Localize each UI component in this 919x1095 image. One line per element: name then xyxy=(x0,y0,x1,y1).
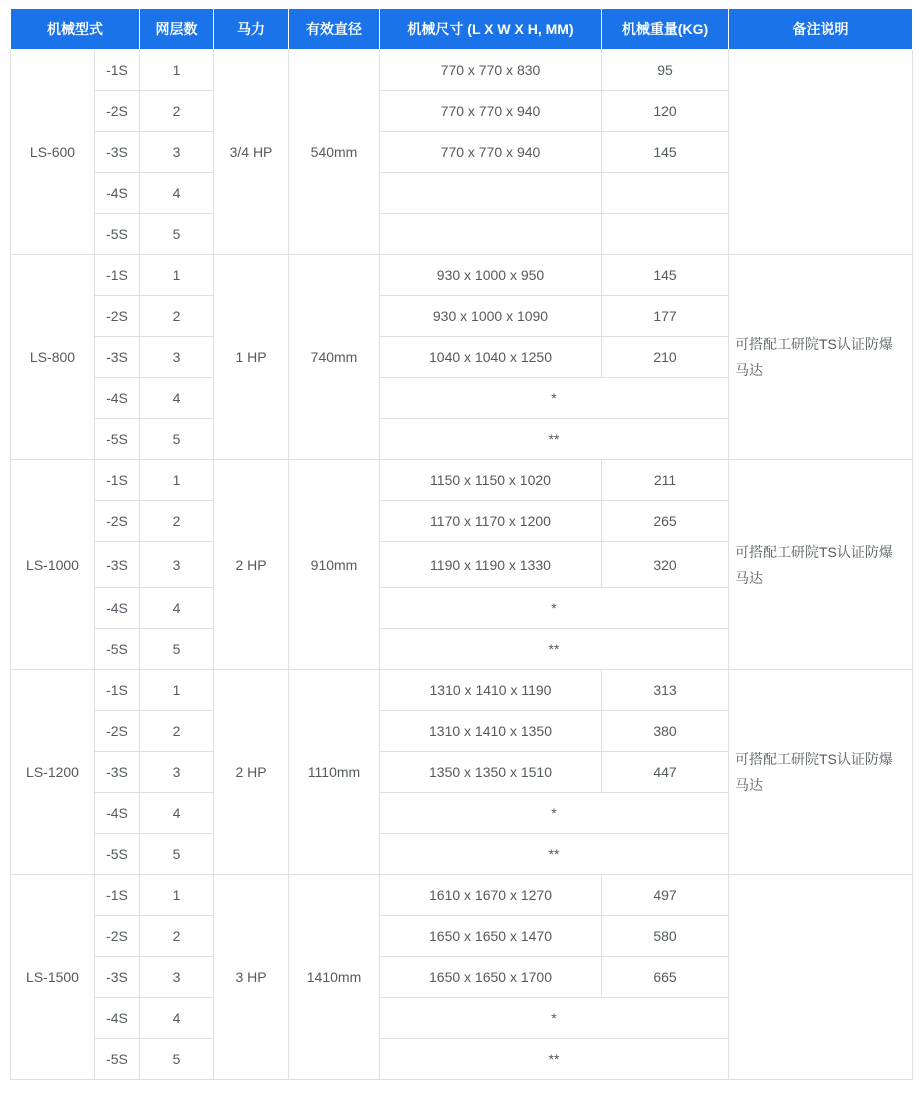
dimensions: 1150 x 1150 x 1020 xyxy=(380,460,602,501)
note xyxy=(729,50,913,255)
merged-spec-cell: ** xyxy=(380,1039,729,1080)
dimensions: 930 x 1000 x 1090 xyxy=(380,296,602,337)
note xyxy=(729,875,913,1080)
table-row xyxy=(11,875,913,916)
model-suffix: -1S xyxy=(95,460,140,501)
model-suffix: -3S xyxy=(95,132,140,173)
model-suffix: -5S xyxy=(95,629,140,670)
weight: 580 xyxy=(602,916,729,957)
layer-count: 1 xyxy=(140,460,214,501)
horsepower: 3/4 HP xyxy=(214,50,289,255)
model-suffix: -1S xyxy=(95,255,140,296)
model-suffix: -4S xyxy=(95,588,140,629)
layer-count: 5 xyxy=(140,214,214,255)
merged-spec-cell: * xyxy=(380,588,729,629)
effective-diameter: 740mm xyxy=(289,255,380,460)
dimensions: 1650 x 1650 x 1700 xyxy=(380,957,602,998)
layer-count: 4 xyxy=(140,173,214,214)
dimensions xyxy=(380,214,602,255)
model-suffix: -3S xyxy=(95,542,140,588)
layer-count: 2 xyxy=(140,91,214,132)
layer-count: 2 xyxy=(140,296,214,337)
layer-count: 3 xyxy=(140,132,214,173)
weight: 380 xyxy=(602,711,729,752)
horsepower: 2 HP xyxy=(214,670,289,875)
note: 可搭配工研院TS认证防爆马达 xyxy=(729,670,913,875)
header-horsepower: 马力 xyxy=(214,9,289,50)
horsepower: 2 HP xyxy=(214,460,289,670)
weight: 95 xyxy=(602,50,729,91)
header-layers: 网层数 xyxy=(140,9,214,50)
note: 可搭配工研院TS认证防爆马达 xyxy=(729,460,913,670)
layer-count: 1 xyxy=(140,670,214,711)
dimensions: 1190 x 1190 x 1330 xyxy=(380,542,602,588)
merged-spec-cell: * xyxy=(380,998,729,1039)
weight: 211 xyxy=(602,460,729,501)
header-row xyxy=(11,9,913,50)
model-suffix: -2S xyxy=(95,91,140,132)
model-suffix: -3S xyxy=(95,752,140,793)
dimensions: 770 x 770 x 830 xyxy=(380,50,602,91)
spec-table-container xyxy=(10,8,912,1080)
layer-count: 3 xyxy=(140,337,214,378)
dimensions: 1040 x 1040 x 1250 xyxy=(380,337,602,378)
header-diameter: 有效直径 xyxy=(289,9,380,50)
effective-diameter: 1410mm xyxy=(289,875,380,1080)
model-name: LS-1000 xyxy=(11,460,95,670)
spec-table xyxy=(10,8,913,1080)
effective-diameter: 1110mm xyxy=(289,670,380,875)
layer-count: 4 xyxy=(140,588,214,629)
model-name: LS-600 xyxy=(11,50,95,255)
model-suffix: -3S xyxy=(95,337,140,378)
merged-spec-cell: * xyxy=(380,378,729,419)
layer-count: 1 xyxy=(140,50,214,91)
table-row xyxy=(11,50,913,91)
effective-diameter: 910mm xyxy=(289,460,380,670)
model-suffix: -3S xyxy=(95,957,140,998)
dimensions: 770 x 770 x 940 xyxy=(380,91,602,132)
merged-spec-cell: ** xyxy=(380,419,729,460)
dimensions xyxy=(380,173,602,214)
dimensions: 930 x 1000 x 950 xyxy=(380,255,602,296)
model-name: LS-800 xyxy=(11,255,95,460)
layer-count: 1 xyxy=(140,875,214,916)
merged-spec-cell: ** xyxy=(380,834,729,875)
model-suffix: -1S xyxy=(95,875,140,916)
model-suffix: -5S xyxy=(95,834,140,875)
weight: 177 xyxy=(602,296,729,337)
weight: 120 xyxy=(602,91,729,132)
header-notes: 备注说明 xyxy=(729,9,913,50)
model-suffix: -2S xyxy=(95,711,140,752)
horsepower: 1 HP xyxy=(214,255,289,460)
spec-table-body xyxy=(11,50,913,1080)
dimensions: 1650 x 1650 x 1470 xyxy=(380,916,602,957)
layer-count: 5 xyxy=(140,419,214,460)
header-model: 机械型式 xyxy=(11,9,140,50)
model-suffix: -1S xyxy=(95,670,140,711)
weight: 210 xyxy=(602,337,729,378)
model-suffix: -1S xyxy=(95,50,140,91)
dimensions: 1610 x 1670 x 1270 xyxy=(380,875,602,916)
dimensions: 770 x 770 x 940 xyxy=(380,132,602,173)
weight xyxy=(602,173,729,214)
model-suffix: -2S xyxy=(95,501,140,542)
layer-count: 3 xyxy=(140,542,214,588)
weight: 320 xyxy=(602,542,729,588)
weight xyxy=(602,214,729,255)
weight: 145 xyxy=(602,255,729,296)
layer-count: 4 xyxy=(140,378,214,419)
layer-count: 3 xyxy=(140,957,214,998)
horsepower: 3 HP xyxy=(214,875,289,1080)
model-suffix: -5S xyxy=(95,1039,140,1080)
layer-count: 5 xyxy=(140,834,214,875)
model-suffix: -4S xyxy=(95,793,140,834)
merged-spec-cell: * xyxy=(380,793,729,834)
layer-count: 3 xyxy=(140,752,214,793)
model-name: LS-1200 xyxy=(11,670,95,875)
dimensions: 1310 x 1410 x 1350 xyxy=(380,711,602,752)
layer-count: 5 xyxy=(140,1039,214,1080)
header-dimensions: 机械尺寸 (L X W X H, MM) xyxy=(380,9,602,50)
effective-diameter: 540mm xyxy=(289,50,380,255)
model-suffix: -5S xyxy=(95,419,140,460)
weight: 265 xyxy=(602,501,729,542)
table-row xyxy=(11,460,913,501)
model-suffix: -4S xyxy=(95,998,140,1039)
model-suffix: -5S xyxy=(95,214,140,255)
weight: 313 xyxy=(602,670,729,711)
layer-count: 2 xyxy=(140,916,214,957)
model-name: LS-1500 xyxy=(11,875,95,1080)
table-row xyxy=(11,670,913,711)
model-suffix: -4S xyxy=(95,378,140,419)
dimensions: 1310 x 1410 x 1190 xyxy=(380,670,602,711)
layer-count: 2 xyxy=(140,711,214,752)
note: 可搭配工研院TS认证防爆马达 xyxy=(729,255,913,460)
model-suffix: -2S xyxy=(95,916,140,957)
weight: 665 xyxy=(602,957,729,998)
weight: 497 xyxy=(602,875,729,916)
layer-count: 2 xyxy=(140,501,214,542)
dimensions: 1350 x 1350 x 1510 xyxy=(380,752,602,793)
model-suffix: -2S xyxy=(95,296,140,337)
layer-count: 5 xyxy=(140,629,214,670)
weight: 447 xyxy=(602,752,729,793)
model-suffix: -4S xyxy=(95,173,140,214)
header-weight: 机械重量(KG) xyxy=(602,9,729,50)
layer-count: 4 xyxy=(140,998,214,1039)
table-row xyxy=(11,255,913,296)
merged-spec-cell: ** xyxy=(380,629,729,670)
weight: 145 xyxy=(602,132,729,173)
layer-count: 1 xyxy=(140,255,214,296)
dimensions: 1170 x 1170 x 1200 xyxy=(380,501,602,542)
layer-count: 4 xyxy=(140,793,214,834)
